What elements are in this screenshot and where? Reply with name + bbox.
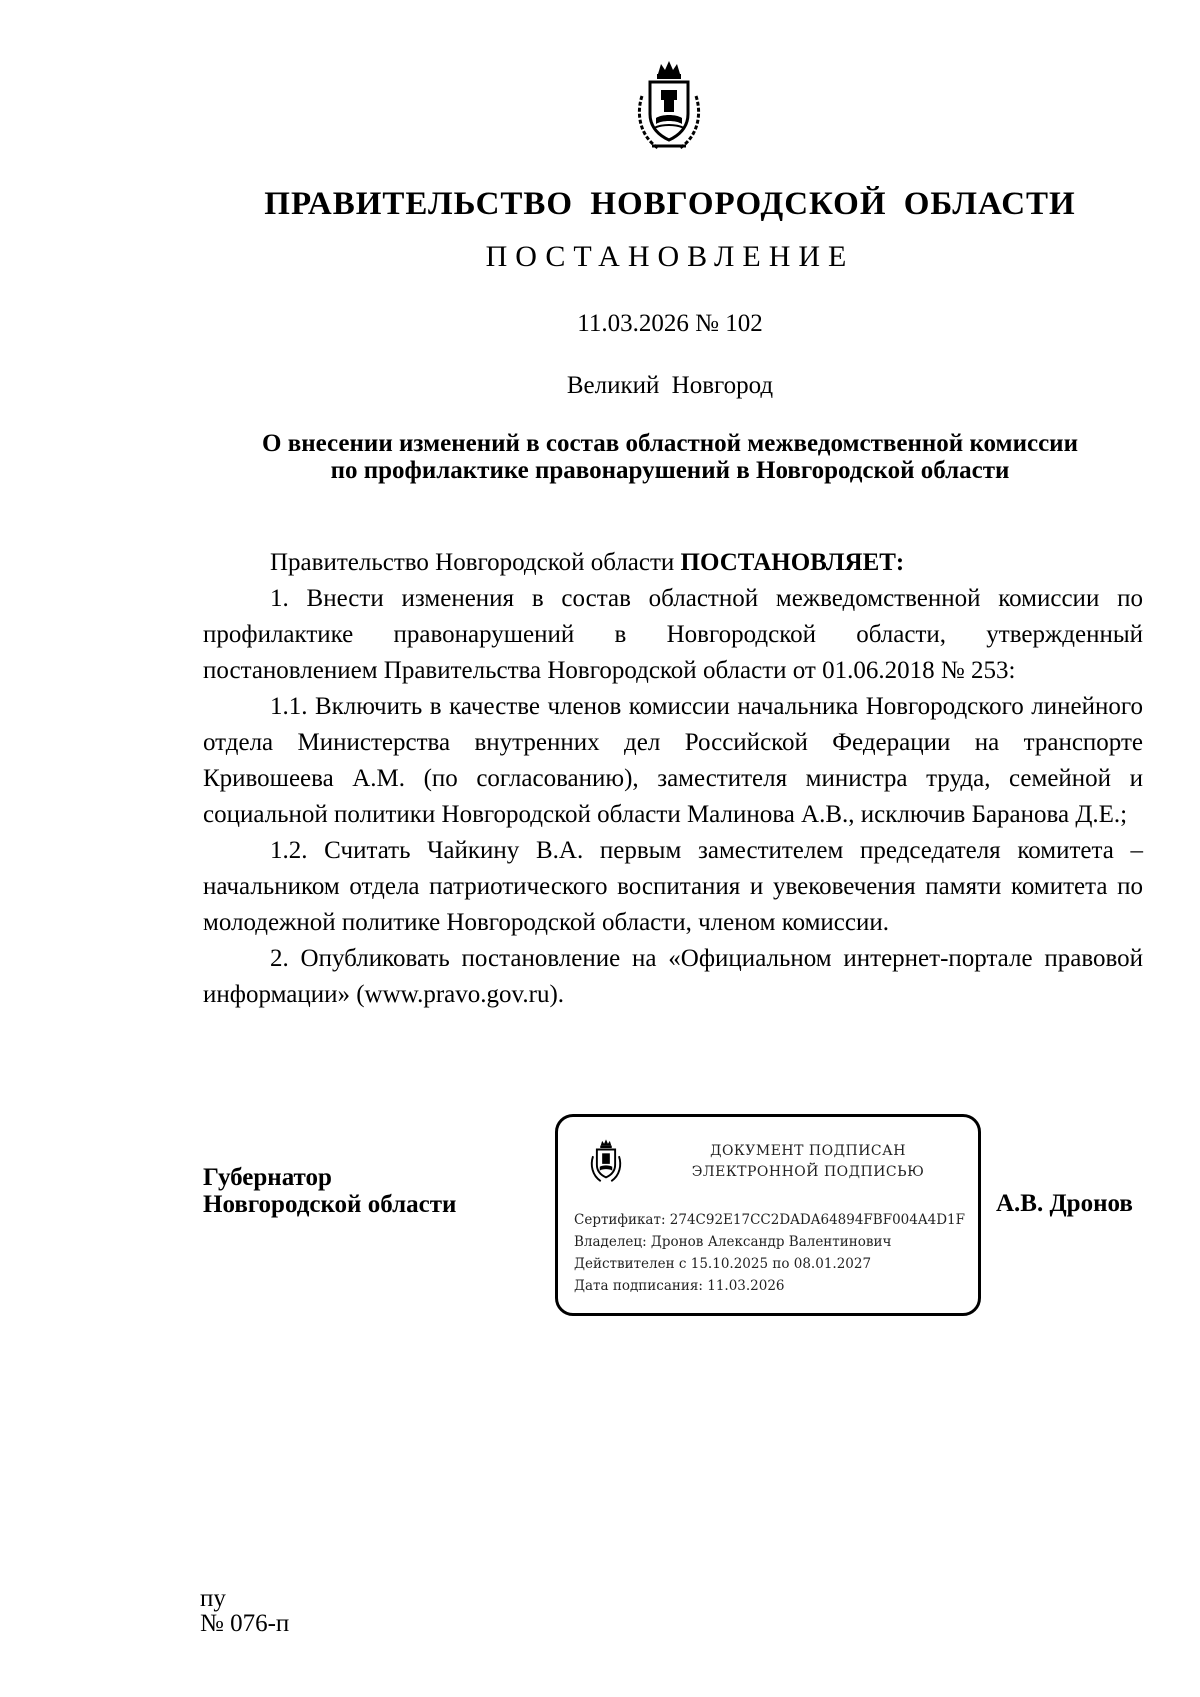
preamble-resolves: ПОСТАНОВЛЯЕТ: xyxy=(680,549,905,576)
novgorod-coat-of-arms-icon xyxy=(628,56,710,156)
paragraph-1: 1. Внести изменения в состав областной межведомственной комиссии по профилактике правонарушений в Новгородской области, утвержденный постановлением Правительства Новгородской области от 01.06.2018 № 253: xyxy=(203,585,1143,684)
document-type: ПОСТАНОВЛЕНИЕ xyxy=(485,240,855,273)
document-body xyxy=(203,545,1143,1013)
document-date-number: 11.03.2026 № 102 xyxy=(577,310,763,337)
subject-line-2: по профилактике правонарушений в Новгородской области xyxy=(330,457,1010,484)
signer-position-line-2: Новгородской области xyxy=(203,1191,457,1218)
stamp-title xyxy=(648,1141,968,1183)
preamble xyxy=(203,545,1143,581)
novgorod-coat-of-arms-icon xyxy=(586,1137,626,1185)
organization-title: ПРАВИТЕЛЬСТВО НОВГОРОДСКОЙ ОБЛАСТИ xyxy=(264,186,1076,222)
paragraph-2: 2. Опубликовать постановление на «Официальном интернет-портале правовой информации» (www.pravo.gov.ru). xyxy=(203,945,1143,1008)
footer-mark-line-2: № 076-п xyxy=(200,1610,290,1637)
stamp-certificate: Сертификат: 274C92E17CC2DADA64894FBF004A4D1F xyxy=(574,1212,965,1228)
stamp-owner: Владелец: Дронов Александр Валентинович xyxy=(574,1234,892,1250)
footer-mark-line-1: пу xyxy=(200,1585,226,1612)
stamp-title-line-1: ДОКУМЕНТ ПОДПИСАН xyxy=(710,1143,906,1159)
signer-name: А.В. Дронов xyxy=(996,1190,1133,1217)
subject-line-1: О внесении изменений в состав областной межведомственной комиссии xyxy=(262,430,1078,457)
stamp-validity: Действителен с 15.10.2025 по 08.01.2027 xyxy=(574,1256,872,1272)
electronic-signature-stamp xyxy=(555,1114,981,1316)
document-city: Великий Новгород xyxy=(566,372,774,399)
paragraph-1-2: 1.2. Считать Чайкину В.А. первым заместителем председателя комитета – начальником отдела патриотического воспитания и увековечения памяти комитета по молодежной политике Новгородской области, членом комиссии. xyxy=(203,837,1143,936)
stamp-title-line-2: ЭЛЕКТРОННОЙ ПОДПИСЬЮ xyxy=(691,1164,925,1180)
signer-position-line-1: Губернатор xyxy=(203,1164,332,1191)
preamble-text: Правительство Новгородской области xyxy=(270,549,681,576)
stamp-details xyxy=(574,1209,965,1297)
footer-registration-mark xyxy=(200,1586,289,1636)
stamp-signed-date: Дата подписания: 11.03.2026 xyxy=(574,1278,785,1294)
paragraph-1-1: 1.1. Включить в качестве членов комиссии начальника Новгородского линейного отдела Министерства внутренних дел Российской Федерации на транспорте Кривошеева А.М. (по согласованию), заместителя министра труда, семейной и социальной политики Новгородской области Малинова А.В., исключив Баранова Д.Е.; xyxy=(203,693,1143,828)
signer-position xyxy=(203,1164,456,1218)
document-subject xyxy=(200,430,1140,484)
